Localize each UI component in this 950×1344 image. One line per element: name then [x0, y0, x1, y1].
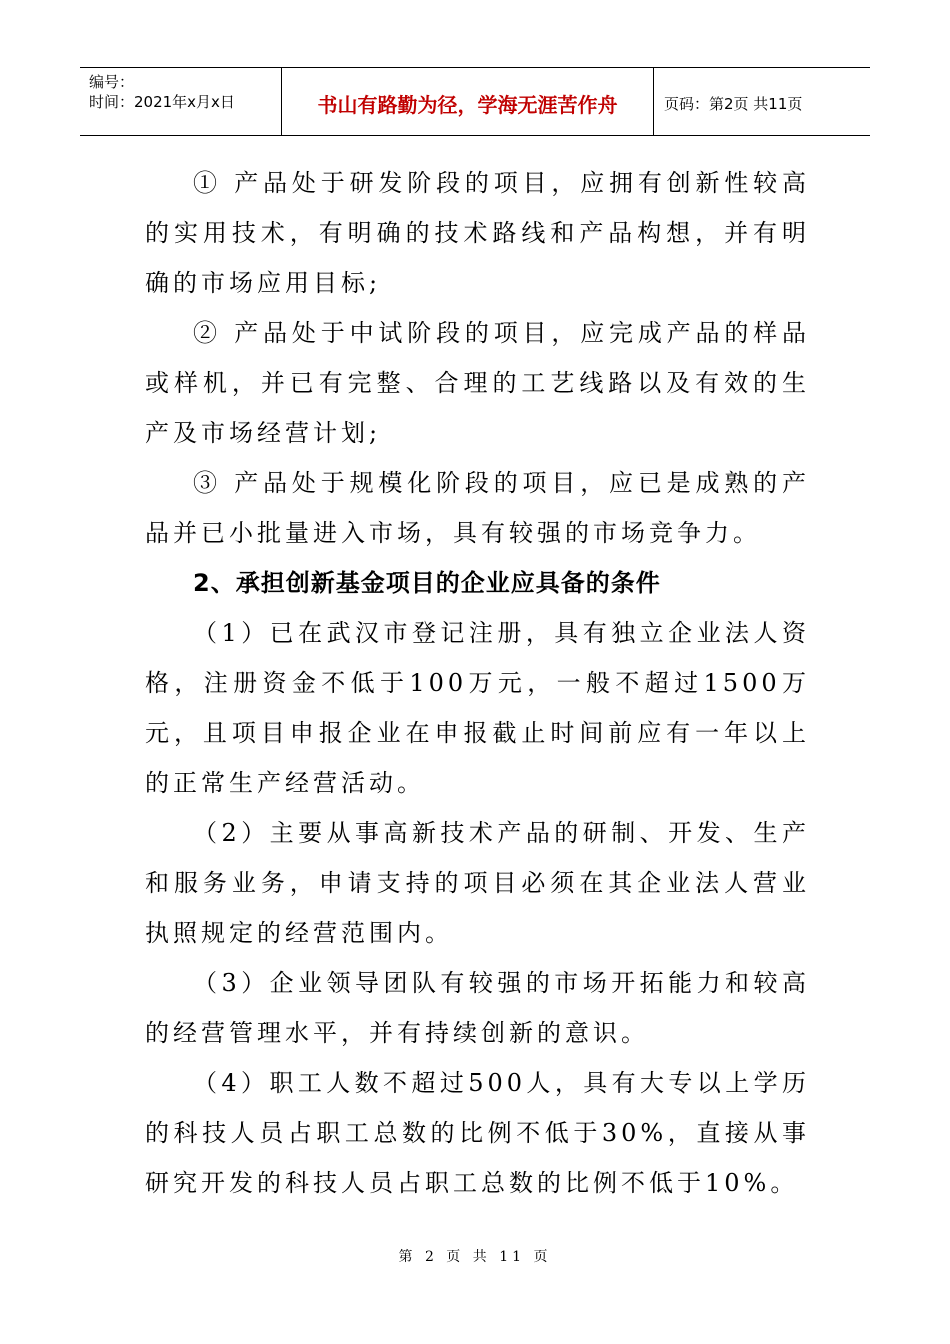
page-header [80, 67, 870, 136]
document-date: 时间：2021年x月x日 [89, 93, 235, 111]
paragraph-stage-pilot: ② 产品处于中试阶段的项目，应完成产品的样品或样机，并已有完整、合理的工艺线路以及有效的生产及市场经营计划; [145, 319, 810, 447]
header-motto: 书山有路勤为径，学海无涯苦作舟 [282, 68, 654, 135]
section-heading: 2、承担创新基金项目的企业应具备的条件 [193, 569, 661, 597]
document-body [145, 158, 810, 1208]
condition-item-4: （4）职工人数不超过500人，具有大专以上学历的科技人员占职工总数的比例不低于30%，直接从事研究开发的科技人员占职工总数的比例不低于10%。 [145, 1069, 810, 1197]
header-page-info: 页码：第2页 共11页 [664, 95, 803, 113]
header-meta [80, 68, 282, 135]
condition-item-1: （1）已在武汉市登记注册，具有独立企业法人资格，注册资金不低于100万元，一般不超过1500万元，且项目申报企业在申报截止时间前应有一年以上的正常生产经营活动。 [145, 619, 810, 797]
condition-item-2: （2）主要从事高新技术产品的研制、开发、生产和服务业务，申请支持的项目必须在其企业法人营业执照规定的经营范围内。 [145, 819, 810, 947]
page-footer: 第 2 页 共 11 页 [398, 1249, 552, 1265]
document-number-label: 编号： [89, 73, 135, 91]
paragraph-stage-scale: ③ 产品处于规模化阶段的项目，应已是成熟的产品并已小批量进入市场，具有较强的市场竞争力。 [145, 469, 810, 547]
paragraph-stage-rd: ① 产品处于研发阶段的项目，应拥有创新性较高的实用技术，有明确的技术路线和产品构想，并有明确的市场应用目标; [145, 169, 810, 297]
condition-item-3: （3）企业领导团队有较强的市场开拓能力和较高的经营管理水平，并有持续创新的意识。 [145, 969, 810, 1047]
